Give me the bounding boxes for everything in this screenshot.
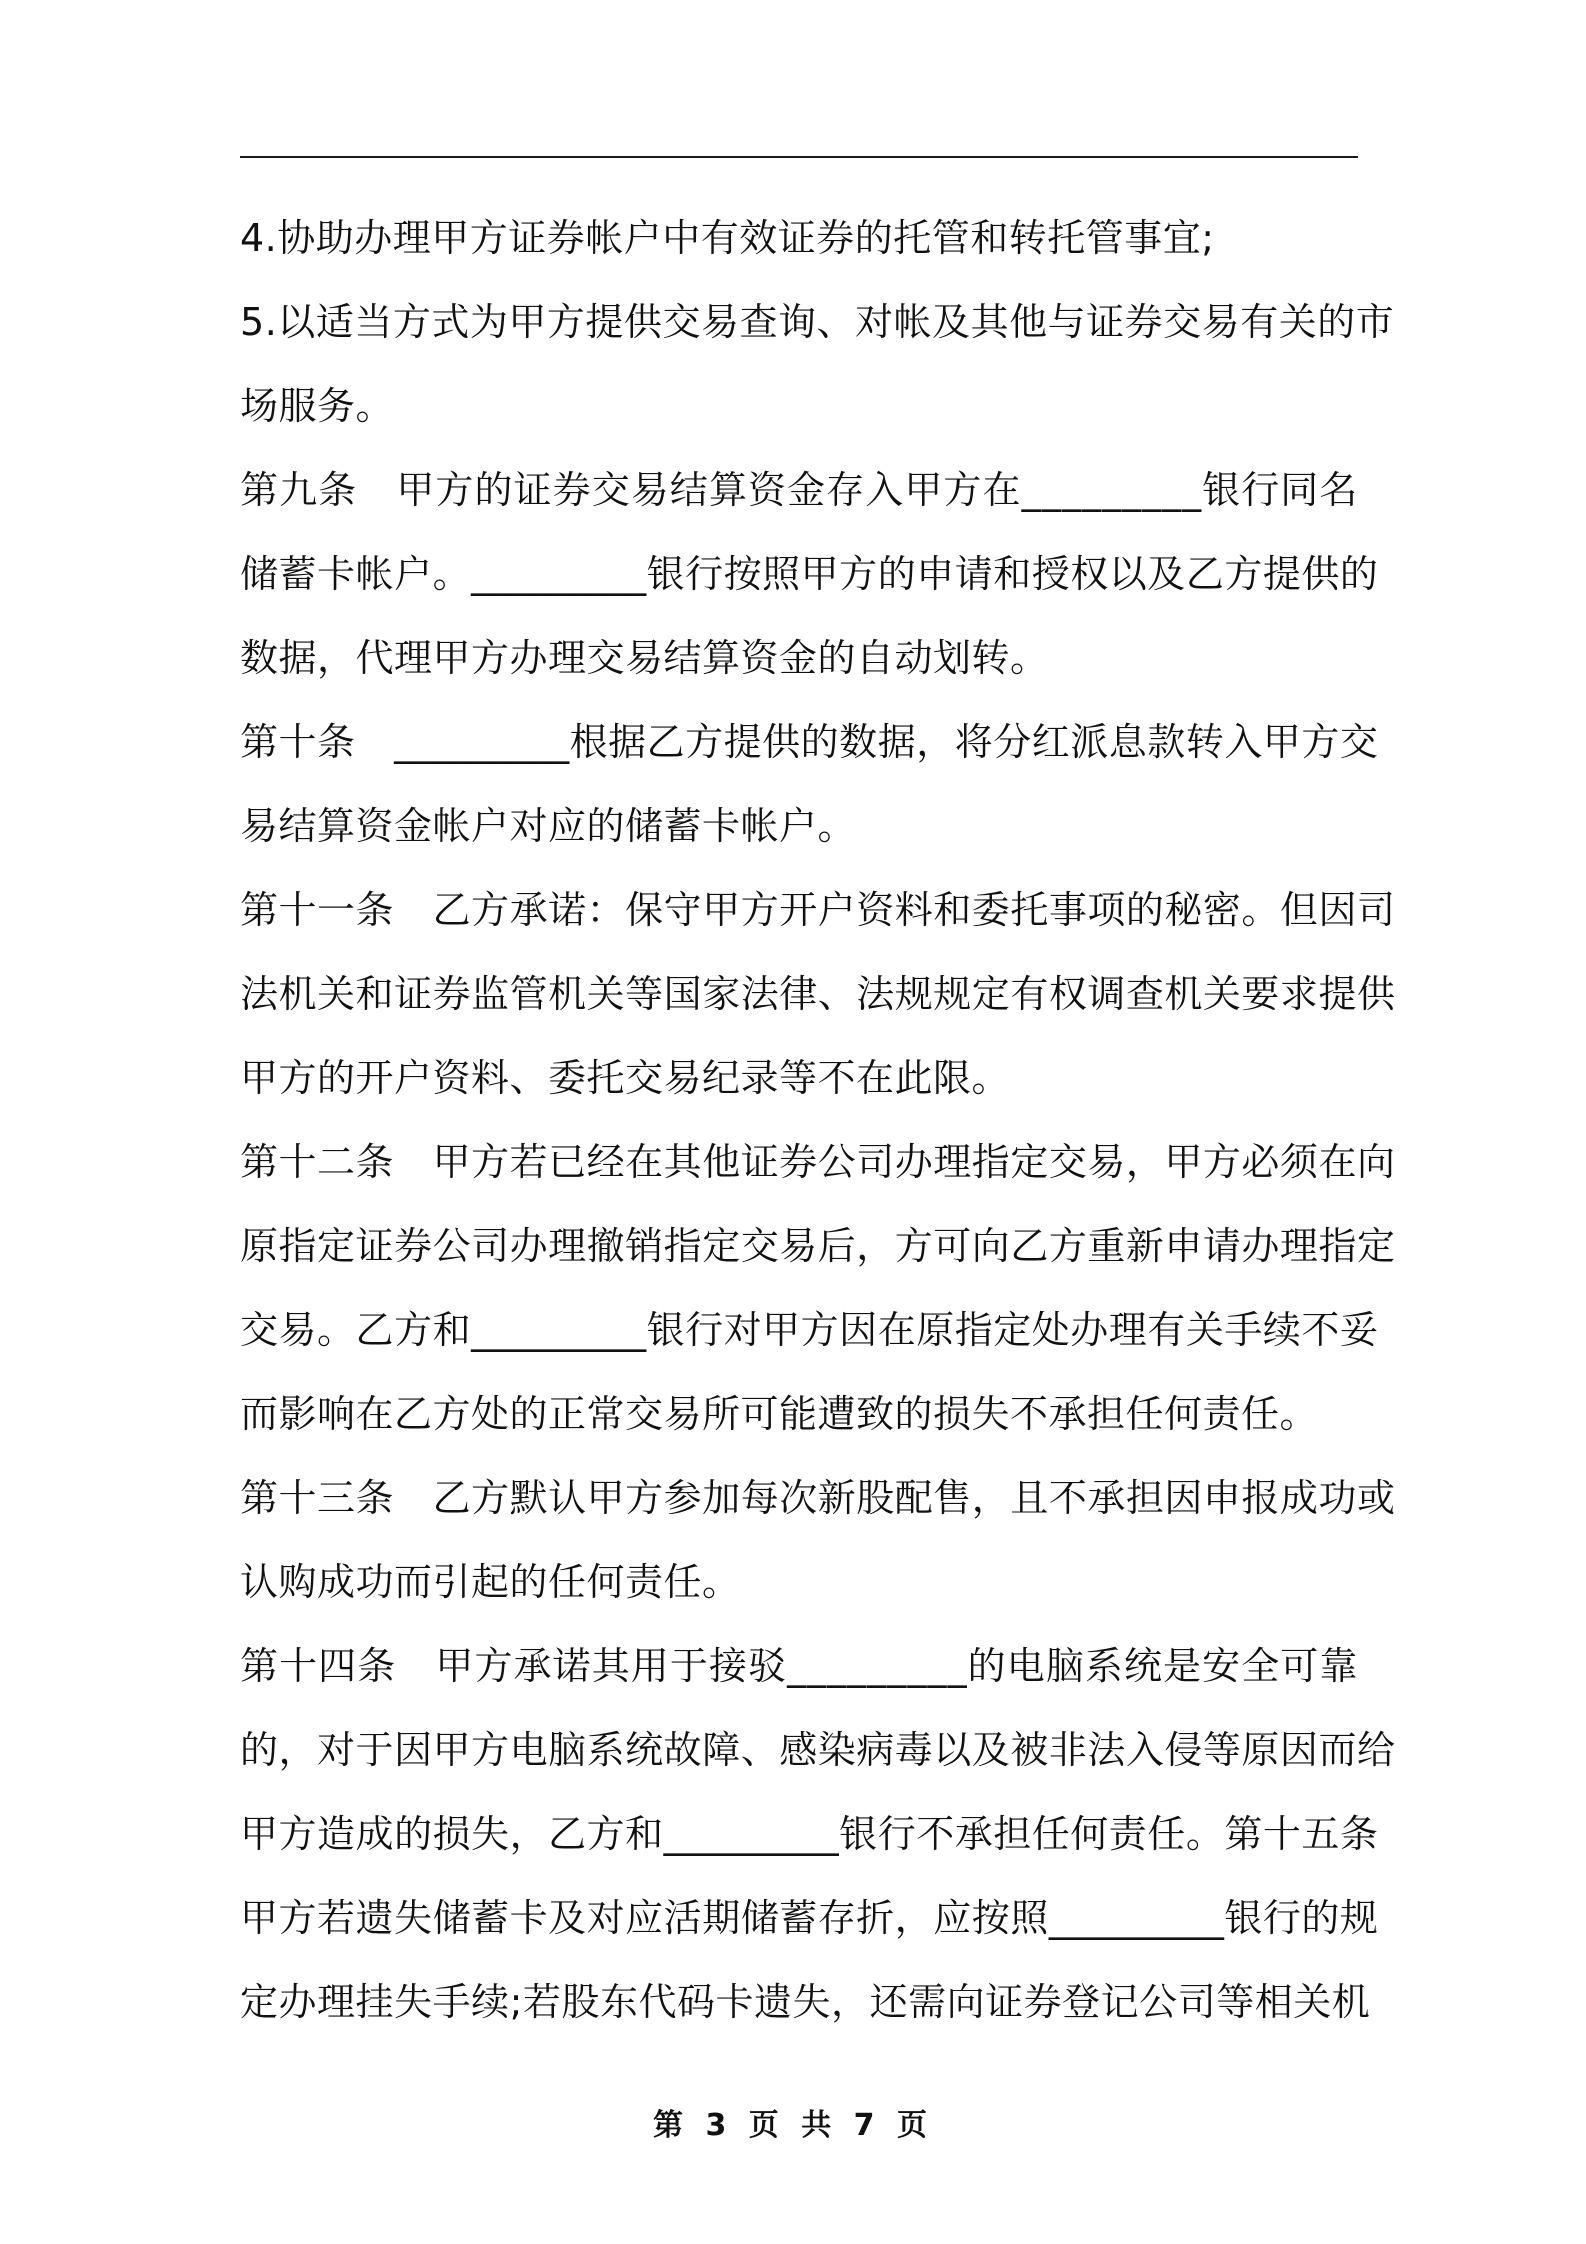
text-line: 甲 方 若 遗 失 储 蓄 卡 及 对 应 活 期 储 蓄 存 折 ， 应 按 照 _ _ _ _ _ _ _ _ _ 银 行 的 规: [240, 1896, 1379, 1940]
text-line: 认购成功而引起的任何责任。: [240, 1560, 741, 1604]
document-body: [240, 196, 1396, 2044]
text-line: 数据，代理甲方办理交易结算资金的自动划转。: [240, 636, 1049, 680]
page-number: 第 3 页 共 7 页: [653, 2108, 933, 2143]
text-line: 甲方的开户资料、委托交易纪录等不在此限。: [240, 1056, 1011, 1100]
text-line: 5 . 以 适 当 方 式 为 甲 方 提 供 交 易 查 询 、 对 帐 及 其 他 与 证 券 交 易 有 关 的 市: [240, 300, 1395, 344]
text-line: 而影响在乙方处的正常交易所可能遭致的损失不承担任何责任。: [240, 1392, 1319, 1436]
text-line: 第 九 条 甲 方 的 证 券 交 易 结 算 资 金 存 入 甲 方 在 _ _ _ _ _ _ _ _ _ 银 行 同 名: [240, 468, 1358, 512]
text-line: 第 十 一 条 乙 方 承 诺 ： 保 守 甲 方 开 户 资 料 和 委 托 事 项 的 秘 密 。 但 因 司: [240, 888, 1396, 932]
text-line: 第 十 条 _ _ _ _ _ _ _ _ _ 根 据 乙 方 提 供 的 数 据 ， 将 分 红 派 息 款 转 入 甲 方 交: [240, 720, 1379, 764]
text-line: 定 办 理 挂 失 手 续 ; 若 股 东 代 码 卡 遗 失 ， 还 需 向 证 券 登 记 公 司 等 相 关 机: [240, 1980, 1371, 2024]
header-rule: [240, 156, 1358, 158]
text-line: 法 机 关 和 证 券 监 管 机 关 等 国 家 法 律 、 法 规 规 定 有 权 调 查 机 关 要 求 提 供: [240, 972, 1396, 1016]
text-line: 第 十 三 条 乙 方 默 认 甲 方 参 加 每 次 新 股 配 售 ， 且 不 承 担 因 申 报 成 功 或: [240, 1476, 1396, 1520]
text-line: 第 十 四 条 甲 方 承 诺 其 用 于 接 驳 _ _ _ _ _ _ _ _ _ 的 电 脑 系 统 是 安 全 可 靠: [240, 1644, 1358, 1688]
text-line: 4.协助办理甲方证券帐户中有效证券的托管和转托管事宜;: [240, 216, 1215, 260]
text-line: 交 易 。 乙 方 和 _ _ _ _ _ _ _ _ _ 银 行 对 甲 方 因 在 原 指 定 处 办 理 有 关 手 续 不 妥: [240, 1308, 1379, 1352]
text-line: 易结算资金帐户对应的储蓄卡帐户。: [240, 804, 857, 848]
text-line: 甲 方 造 成 的 损 失 ， 乙 方 和 _ _ _ _ _ _ _ _ _ 银 行 不 承 担 任 何 责 任 。 第 十 五 条: [240, 1812, 1379, 1856]
text-line: 第 十 二 条 甲 方 若 已 经 在 其 他 证 券 公 司 办 理 指 定 交 易 ， 甲 方 必 须 在 向: [240, 1140, 1396, 1184]
text-line: 原 指 定 证 券 公 司 办 理 撤 销 指 定 交 易 后 ， 方 可 向 乙 方 重 新 申 请 办 理 指 定: [240, 1224, 1396, 1268]
text-line: 的 ， 对 于 因 甲 方 电 脑 系 统 故 障 、 感 染 病 毒 以 及 被 非 法 入 侵 等 原 因 而 给: [240, 1728, 1396, 1772]
text-line: 场服务。: [240, 384, 395, 428]
text-line: 储 蓄 卡 帐 户 。 _ _ _ _ _ _ _ _ _ 银 行 按 照 甲 方 的 申 请 和 授 权 以 及 乙 方 提 供 的: [240, 552, 1379, 596]
